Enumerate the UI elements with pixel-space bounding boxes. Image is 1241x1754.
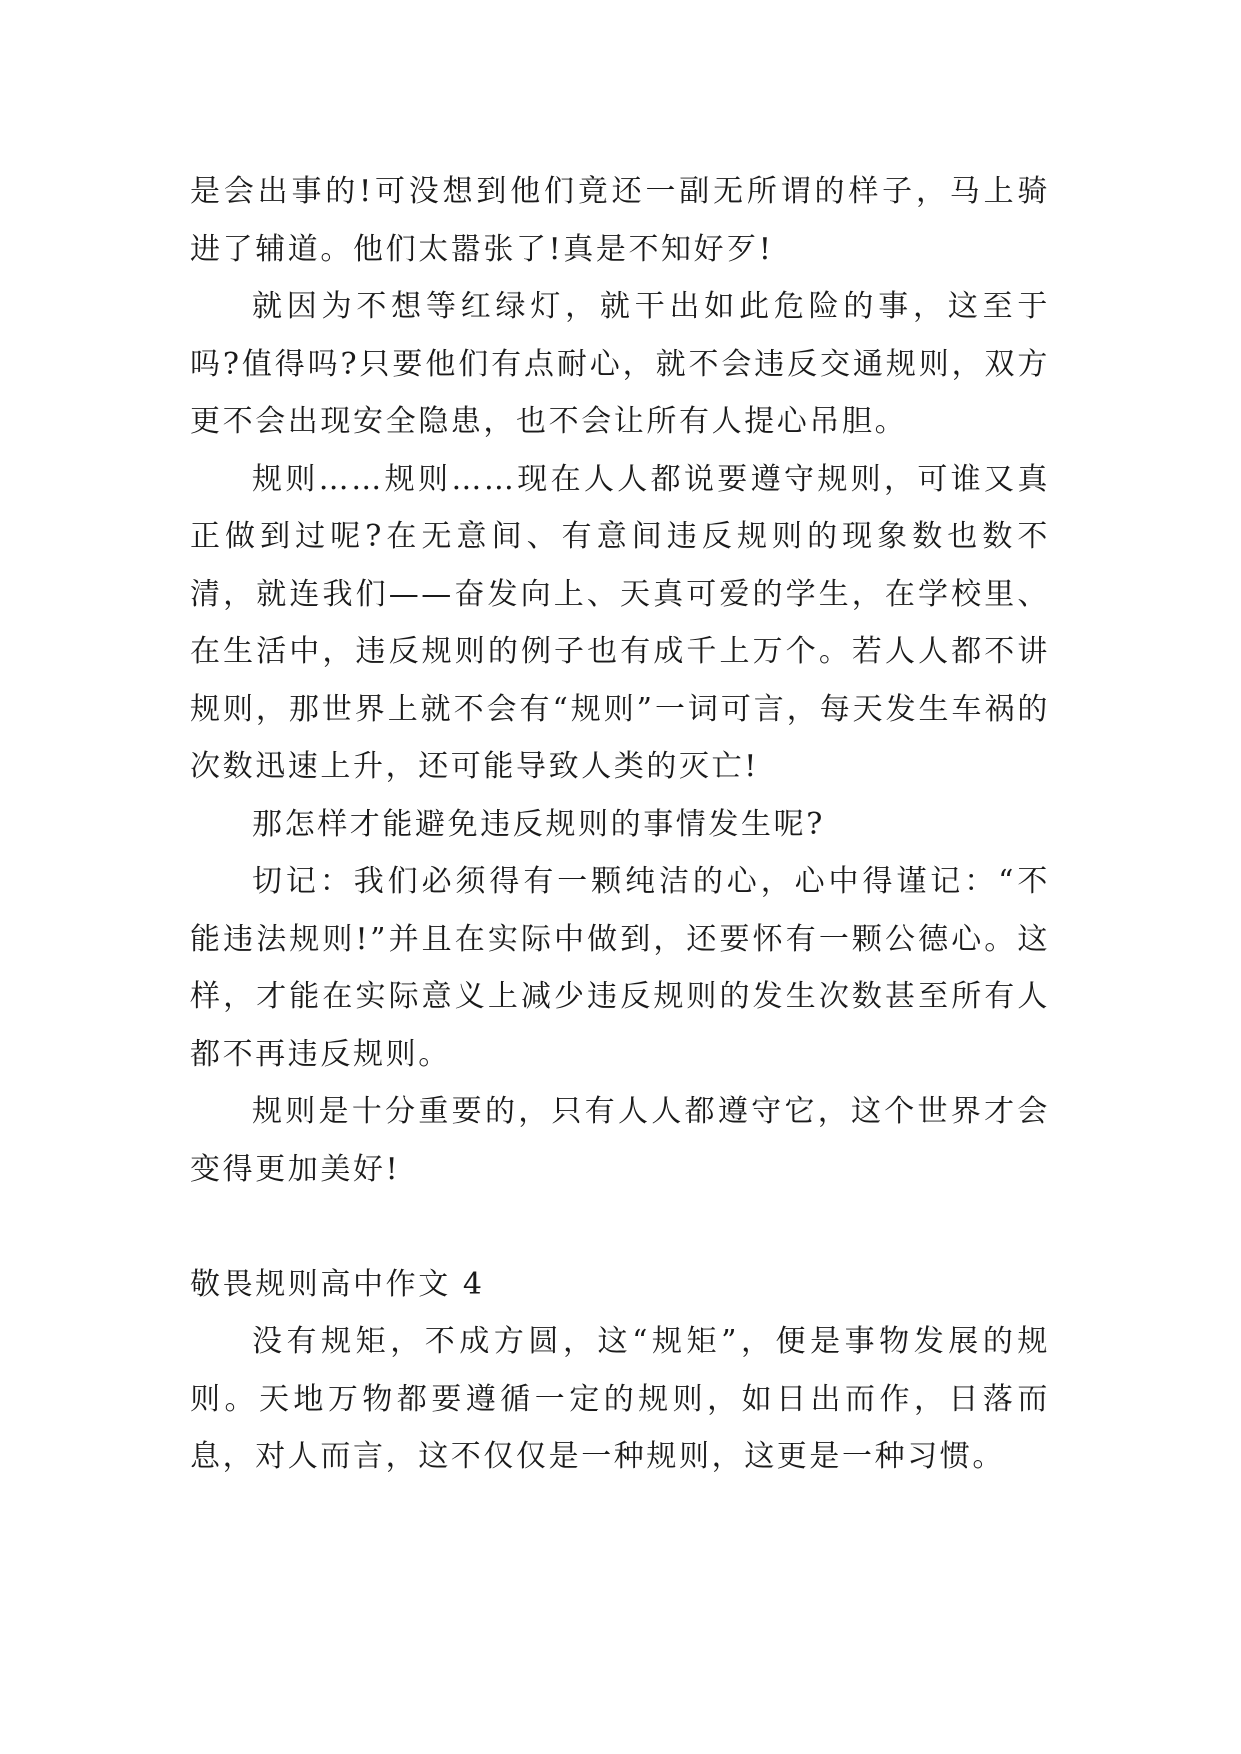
paragraph-continuation: 是会出事的!可没想到他们竟还一副无所谓的样子，马上骑进了辅道。他们太嚣张了!真是不知好歹! <box>190 174 1050 267</box>
paragraph: 没有规矩，不成方圆，这“规矩”，便是事物发展的规则。天地万物都要遵循一定的规则，如日出而作，日落而息，对人而言，这不仅仅是一种规则，这更是一种习惯。 <box>190 1324 1050 1474</box>
paragraph: 规则是十分重要的，只有人人都遵守它，这个世界才会变得更加美好! <box>190 1094 1050 1187</box>
section-spacer <box>190 1198 1050 1256</box>
paragraph: 就因为不想等红绿灯，就干出如此危险的事，这至于吗?值得吗?只要他们有点耐心，就不会违反交通规则，双方更不会出现安全隐患，也不会让所有人提心吊胆。 <box>190 289 1050 439</box>
paragraph: 切记：我们必须得有一颗纯洁的心，心中得谨记：“不能违法规则!”并且在实际中做到，还要怀有一颗公德心。这样，才能在实际意义上减少违反规则的发生次数甚至所有人都不再违反规则。 <box>190 864 1050 1072</box>
paragraph: 规则……规则……现在人人都说要遵守规则，可谁又真正做到过呢?在无意间、有意间违反规则的现象数也数不清，就连我们——奋发向上、天真可爱的学生，在学校里、在生活中，违反规则的例子也有成千上万个。若人人都不讲规则，那世界上就不会有“规则”一词可言，每天发生车祸的次数迅速上升，还可能导致人类的灭亡! <box>190 461 1050 784</box>
document-body <box>190 163 1050 1486</box>
section-title: 敬畏规则高中作文 4 <box>190 1266 485 1302</box>
paragraph: 那怎样才能避免违反规则的事情发生呢? <box>252 806 825 842</box>
